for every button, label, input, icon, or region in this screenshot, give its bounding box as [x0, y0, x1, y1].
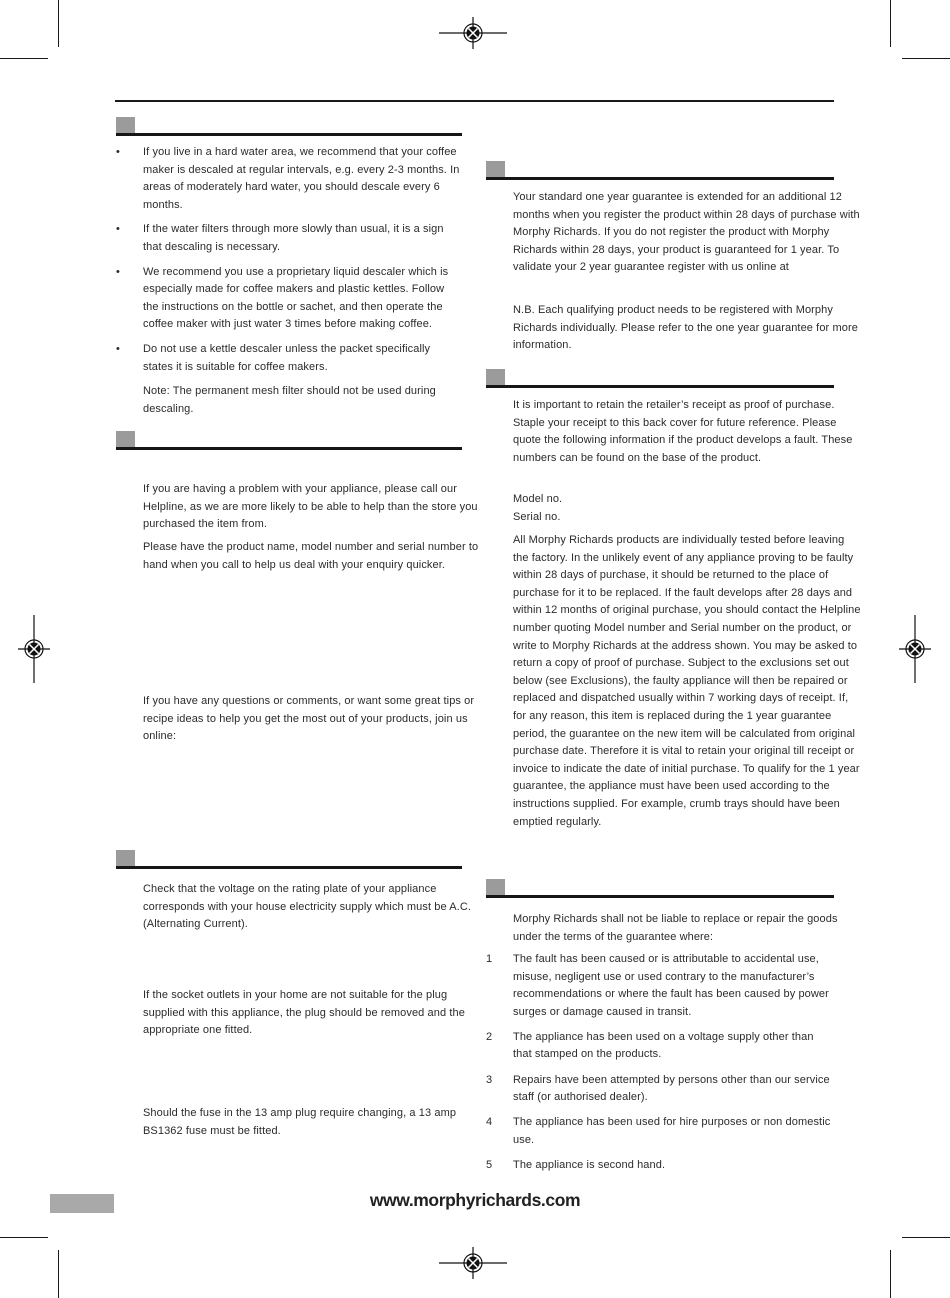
- bullet-icon: •: [116, 265, 120, 278]
- section-rule: [116, 866, 462, 869]
- bullet-text: If the water filters through more slowly than usual, it is a sign that descaling is necessary.: [143, 223, 444, 253]
- section-marker: [116, 117, 135, 133]
- bullet-icon: •: [116, 342, 120, 355]
- section-rule: [486, 385, 834, 388]
- section-marker: [116, 850, 135, 866]
- list-item: [486, 1114, 834, 1149]
- crop-mark: [58, 1250, 59, 1298]
- serial-no-label: Serial no.: [513, 510, 561, 523]
- section-rule: [116, 133, 462, 136]
- section-header-exclusions: [486, 879, 834, 898]
- bullet-icon: •: [116, 223, 120, 236]
- registration-mark-icon: [439, 1246, 507, 1285]
- fuse-paragraph: Should the fuse in the 13 amp plug require changing, a 13 amp BS1362 fuse must be fitted.: [143, 1107, 457, 1137]
- registration-mark-icon: [17, 615, 51, 688]
- footer-page-tab: [50, 1194, 114, 1213]
- bullet-spacer: [116, 383, 143, 418]
- item-text: The appliance has been used on a voltage supply other than that stamped on the products.: [513, 1030, 814, 1061]
- list-item: [116, 221, 462, 256]
- helpline-paragraph: If you are having a problem with your appliance, please call our Helpline, as we are more likely to be able to help than the store you purchased the item from.: [143, 483, 478, 531]
- item-number: 3: [486, 1073, 493, 1086]
- crop-mark: [902, 58, 950, 59]
- section-header-guarantee: [486, 369, 834, 388]
- section-header-helpline: [116, 431, 462, 450]
- crop-mark: [890, 1250, 891, 1298]
- crop-mark: [890, 0, 891, 47]
- descaling-note: Note: The permanent mesh filter should not be used during descaling.: [143, 385, 436, 415]
- helpline-paragraph: Please have the product name, model number and serial number to hand when you call to help us deal with your enquiry quicker.: [143, 541, 479, 571]
- section-header-electrical: [116, 850, 462, 869]
- registration-mark-icon: [439, 16, 507, 55]
- descaling-bullet-list: [116, 144, 462, 425]
- page-top-rule: [115, 100, 834, 102]
- item-number: 4: [486, 1116, 493, 1129]
- item-text: Repairs have been attempted by persons other than our service staff (or authorised dealer).: [513, 1073, 830, 1104]
- registration-paragraph: Your standard one year guarantee is extended for an additional 12 months when you register the product within 28 days of purchase with Morphy Richards. If you do not register the product with Morphy Richards within 28 days, your product is guaranteed for 1 year. To validate your 2 year guarantee register with us online at: [513, 191, 860, 274]
- section-marker: [486, 879, 505, 895]
- crop-mark: [58, 0, 59, 47]
- list-item: [486, 951, 834, 1021]
- guarantee-main-paragraph: All Morphy Richards products are individually tested before leaving the factory. In the unlikely event of any appliance proving to be faulty within 28 days of purchase, it should be returned to the place of purchase for it to be replaced. If the fault develops after 28 days and within 12 months of original purchase, you should contact the Helpline number quoting Model number and Serial number on the product, or write to Morphy Richards at the address shown. You may be asked to return a copy of proof of purchase. Subject to the exclusions set out below (see Exclusions), the faulty appliance will then be repaired or replaced and dispatched usually within 7 working days of receipt. If, for any reason, this item is replaced during the 1 year guarantee period, the guarantee on the new item will be calculated from original purchase date. Therefore it is vital to retain your original till receipt or invoice to indicate the date of initial purchase. To qualify for the 1 year guarantee, the appliance must have been used according to the instructions supplied. For example, crumb trays should have been emptied regularly.: [513, 534, 861, 828]
- bullet-icon: •: [116, 146, 120, 158]
- list-item: [486, 1072, 834, 1107]
- voltage-paragraph: Check that the voltage on the rating plate of your appliance corresponds with your house electricity supply which must be A.C. (Alternating Current).: [143, 883, 472, 931]
- plug-paragraph: If the socket outlets in your home are not suitable for the plug supplied with this appliance, the plug should be removed and the appropriate one fitted.: [143, 989, 465, 1037]
- crop-mark: [0, 58, 48, 59]
- exclusions-intro: Morphy Richards shall not be liable to replace or repair the goods under the terms of the guarantee where:: [513, 913, 838, 943]
- receipt-paragraph: It is important to retain the retailer’s receipt as proof of purchase. Staple your receipt to this back cover for future reference. Please quote the following information if the product develops a fault. These numbers can be found on the base of the product.: [513, 399, 853, 464]
- registration-nb-paragraph: N.B. Each qualifying product needs to be registered with Morphy Richards individually. Please refer to the one year guarantee for more information.: [513, 304, 858, 352]
- crop-mark: [902, 1237, 950, 1238]
- item-number: 2: [486, 1030, 493, 1043]
- item-number: 5: [486, 1158, 493, 1171]
- model-no-label: Model no.: [513, 493, 563, 505]
- exclusions-list: [486, 951, 834, 1182]
- section-header-descaling: [116, 117, 462, 136]
- registration-mark-icon: [898, 615, 932, 688]
- list-item: [486, 1029, 834, 1064]
- section-rule: [486, 895, 834, 898]
- section-rule: [486, 177, 834, 180]
- model-serial-block: [513, 491, 861, 526]
- section-marker: [116, 431, 135, 447]
- list-item: [486, 1157, 834, 1175]
- list-item: [116, 264, 462, 334]
- bullet-text: Do not use a kettle descaler unless the packet specifically states it is suitable for coffee makers.: [143, 342, 431, 373]
- item-text: The appliance is second hand.: [513, 1158, 666, 1171]
- section-header-registration: [486, 161, 834, 180]
- item-text: The appliance has been used for hire purposes or non domestic use.: [513, 1116, 831, 1146]
- bullet-text: If you live in a hard water area, we recommend that your coffee maker is descaled at regular intervals, e.g. every 2-3 months. In areas of moderately hard water, you should descale every 6 months.: [143, 146, 460, 211]
- section-rule: [116, 447, 462, 450]
- online-paragraph: If you have any questions or comments, or want some great tips or recipe ideas to help you get the most out of your products, join us online:: [143, 695, 475, 743]
- morphy-richards-website-logo: www.morphyrichards.com: [369, 1190, 581, 1210]
- item-text: The fault has been caused or is attributable to accidental use, misuse, negligent use or used contrary to the manufacturer’s recommendations or where the fault has been caused by power surges or damage caused in transit.: [513, 953, 829, 1018]
- list-item: [116, 144, 462, 214]
- section-marker: [486, 161, 505, 177]
- crop-mark: [0, 1237, 48, 1238]
- item-number: 1: [486, 953, 493, 965]
- list-item: [116, 341, 462, 376]
- section-marker: [486, 369, 505, 385]
- list-item: [116, 383, 462, 418]
- bullet-text: We recommend you use a proprietary liquid descaler which is especially made for coffee makers and plastic kettles. Follow the instructions on the bottle or sachet, and then operate the coffee maker with just water 3 times before making coffee.: [143, 265, 449, 331]
